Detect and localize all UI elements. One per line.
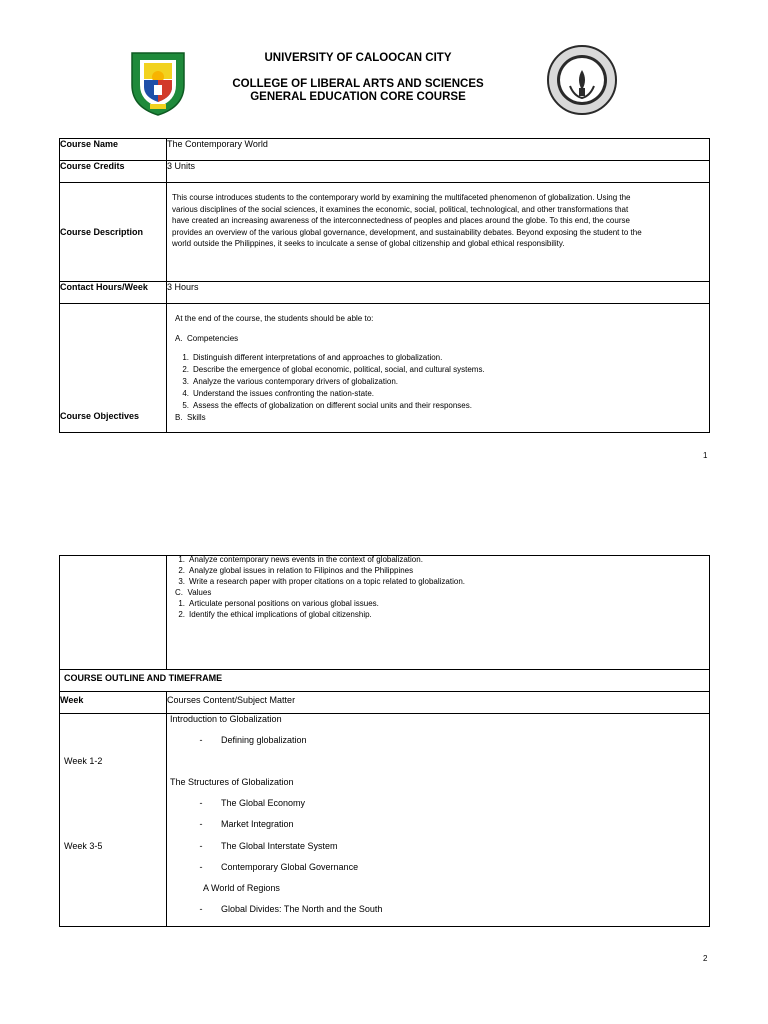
item-number: 2. (178, 610, 185, 619)
section-a-marker: A. (175, 334, 183, 343)
outline-header-row (60, 692, 710, 714)
course-type: GENERAL EDUCATION CORE COURSE (250, 91, 466, 103)
list-item (171, 598, 379, 609)
week-column (60, 714, 167, 927)
item-text: Analyze global issues in relation to Filipinos and the Philippines (189, 566, 414, 575)
subtopic: - The Global Interstate System (199, 841, 338, 851)
topic-heading: Introduction to Globalization (170, 714, 282, 724)
item-number: 2. (178, 566, 185, 575)
university-name: UNIVERSITY OF CALOOCAN CITY (264, 52, 452, 64)
list-item (175, 376, 485, 388)
subtopic: - Market Integration (199, 819, 294, 829)
contact-hours-label: Contact Hours/Week (60, 282, 167, 304)
item-text: Describe the emergence of global economic, political, social, and cultural systems. (193, 365, 485, 374)
subtopic: - Contemporary Global Governance (199, 862, 359, 872)
contact-hours-value: 3 Hours (167, 282, 710, 304)
outline-body-row (60, 714, 710, 927)
list-item (171, 576, 465, 587)
topic-heading: A World of Regions (203, 883, 280, 893)
objectives-intro: At the end of the course, the students should be able to: (175, 314, 374, 323)
item-text: Identify the ethical implications of global citizenship. (189, 610, 372, 619)
col-week-header: Week (60, 692, 167, 714)
item-text: Assess the effects of globalization on different social units and their responses. (193, 401, 472, 410)
course-credits-row (60, 161, 710, 183)
description-line: This course introduces students to the contemporary world by examining the multifaceted phenomenon of globalization. Using the (172, 193, 631, 202)
item-text: Distinguish different interpretations of and approaches to globalization. (193, 353, 443, 362)
empty-label-cell (60, 556, 167, 670)
item-text: Write a research paper with proper citations on a topic related to globalization. (189, 577, 466, 586)
section-b-marker: B. (175, 413, 183, 422)
item-number: 3. (178, 577, 185, 586)
list-item (175, 364, 485, 376)
subtopic: - Global Divides: The North and the South (199, 904, 383, 914)
page-number: 2 (703, 954, 708, 963)
item-number: 1. (178, 555, 185, 564)
college-seal-logo (546, 44, 618, 116)
course-objectives-value (167, 304, 710, 433)
description-line: various disciplines of the social sciences, it examines the economic, social, political, technological, and other transformations that (172, 204, 629, 214)
outline-title: COURSE OUTLINE AND TIMEFRAME (60, 670, 710, 692)
course-description-label: Course Description (60, 183, 167, 282)
description-line: provides an overview of the various global governance, development, and sustainability debates. Beyond exposing the student to the (172, 227, 642, 237)
section-c-heading (175, 587, 211, 598)
list-item (175, 352, 485, 364)
course-objectives-row (60, 304, 710, 433)
topic-heading: The Structures of Globalization (170, 777, 294, 787)
list-item (171, 565, 465, 576)
competencies-list (175, 352, 485, 412)
values-list (171, 598, 379, 620)
section-b-heading (175, 412, 206, 424)
college-name: COLLEGE OF LIBERAL ARTS AND SCIENCES (232, 78, 484, 90)
course-outline-table (59, 555, 710, 927)
course-description-value (167, 183, 710, 282)
section-c-marker: C. (175, 588, 183, 597)
objectives-continued-row (60, 556, 710, 670)
page-number: 1 (703, 451, 708, 460)
course-name-value: The Contemporary World (167, 139, 710, 161)
section-c-title: Values (187, 588, 212, 597)
course-description-row (60, 183, 710, 282)
section-a-heading (175, 333, 238, 345)
section-b-title: Skills (187, 413, 206, 422)
description-line: world outside the Philippines, it seeks to inculcate a sense of global citizenship and global ethical responsibility. (172, 239, 565, 248)
list-item (175, 388, 485, 400)
item-text: Analyze contemporary news events in the context of globalization. (189, 555, 423, 564)
col-content-header: Courses Content/Subject Matter (167, 692, 710, 714)
item-number: 2. (182, 365, 189, 374)
objectives-continued-value (167, 556, 710, 670)
item-text: Articulate personal positions on various global issues. (189, 599, 379, 608)
subtopic: - The Global Economy (199, 798, 306, 808)
course-credits-label: Course Credits (60, 161, 167, 183)
list-item (175, 400, 485, 412)
course-objectives-label: Course Objectives (60, 304, 167, 433)
course-name-label: Course Name (60, 139, 167, 161)
course-name-row (60, 139, 710, 161)
content-column (167, 714, 710, 927)
subtopic: - Defining globalization (199, 735, 307, 745)
university-seal-logo (128, 47, 188, 117)
week-label: Week 3-5 (64, 841, 103, 851)
week-label: Week 1-2 (64, 756, 103, 766)
item-number: 4. (182, 389, 189, 398)
description-line: have created an increasing awareness of the interconnectedness of peoples and places around the globe. To this end, the course (172, 216, 630, 225)
contact-hours-row (60, 282, 710, 304)
item-number: 5. (182, 401, 189, 410)
outline-title-row (60, 670, 710, 692)
item-number: 1. (182, 353, 189, 362)
section-a-title: Competencies (187, 334, 239, 343)
item-number: 1. (178, 599, 185, 608)
item-text: Understand the issues confronting the nation-state. (193, 389, 374, 398)
skills-list (171, 554, 465, 587)
course-credits-value: 3 Units (167, 161, 710, 183)
item-number: 3. (182, 377, 189, 386)
list-item (171, 554, 465, 565)
item-text: Analyze the various contemporary drivers of globalization. (193, 377, 398, 386)
list-item (171, 609, 379, 620)
course-info-table (59, 138, 710, 433)
